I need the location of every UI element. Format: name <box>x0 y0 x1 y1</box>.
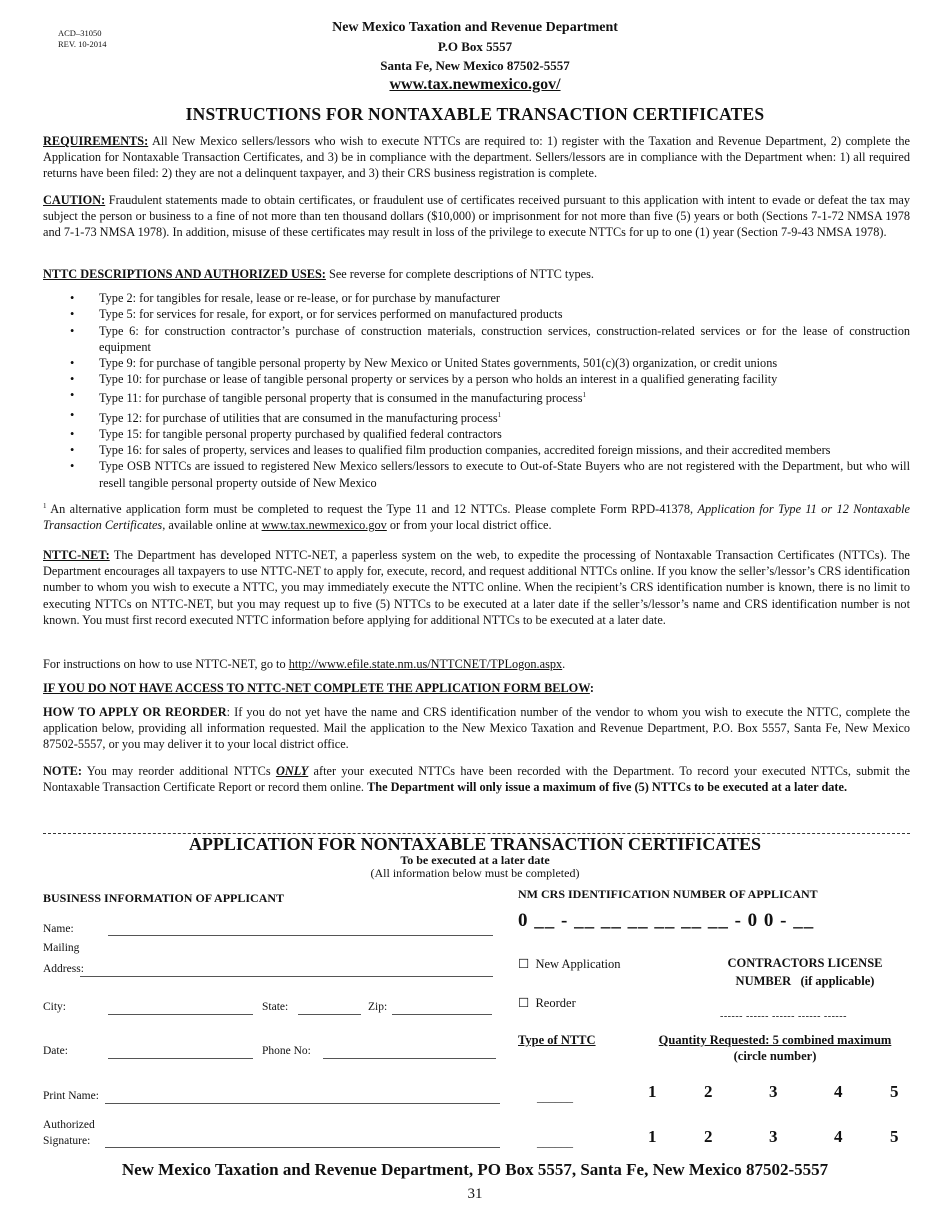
city-label: City: <box>43 1001 67 1013</box>
license-number-field[interactable]: ------ ------ ------ ------ ------ <box>720 1011 847 1022</box>
descriptions-heading <box>43 266 910 282</box>
zip-label: Zip: <box>368 1001 388 1013</box>
nttc-net-instructions: For instructions on how to use NTTC-NET, go to http://www.efile.state.nm.us/NTTCNET/TPLogon.aspx. <box>43 657 566 671</box>
date-field[interactable] <box>108 1058 253 1059</box>
authorized-label: Authorized <box>43 1119 95 1131</box>
new-application-label: New Application <box>535 957 621 971</box>
nttc-type-list <box>43 290 910 491</box>
print-name-field[interactable] <box>105 1103 500 1104</box>
quantity-option[interactable]: 4 <box>834 1082 843 1101</box>
footnote-form-title: Application for Type 11 or 12 Nontaxable Transaction Certificates <box>43 501 910 533</box>
quantity-option[interactable]: 2 <box>704 1082 713 1101</box>
address-label: Address: <box>43 963 84 975</box>
reorder-checkbox[interactable] <box>518 995 576 1011</box>
requirements-paragraph <box>43 133 910 182</box>
requirements-text: All New Mexico sellers/lessors who wish to execute NTTCs are required to: 1) register with the Taxation and Revenue Department, 2) complete the Application for Nontaxable Transaction Certificates, and 3) be in compliance with the department. Sellers/lessors are in compliance with the Department when: 1) all required returns have been filed: 2) they are not a delinquent taxpayer, and 3) their CRS business registration is complete. <box>43 134 910 181</box>
note-label: NOTE: <box>43 764 82 778</box>
caution-label: CAUTION: <box>43 193 106 207</box>
city-field[interactable] <box>108 1014 253 1015</box>
checkbox-icon: ☐ <box>518 957 530 971</box>
city-address: Santa Fe, New Mexico 87502-5557 <box>380 58 570 73</box>
footnote-mark: 1 <box>582 391 587 400</box>
name-label: Name: <box>43 923 74 935</box>
crs-title: NM CRS IDENTIFICATION NUMBER OF APPLICANT <box>518 887 818 901</box>
zip-field[interactable] <box>392 1014 492 1015</box>
quantity-option[interactable]: 1 <box>648 1082 657 1101</box>
footnote-mark: 1 <box>497 410 502 419</box>
caution-paragraph <box>43 192 910 241</box>
type-field-1[interactable]: ______ <box>537 1090 573 1104</box>
footnote: $^1$ An alternative application form must be completed to request the Type 11 and 12 NTTCs. Please complete Form RPD-41378, Application for Type 11 or 12 Nontaxable Transaction Certificates, available online at www.tax.newmexico.gov or from your local district office. <box>43 501 910 533</box>
phone-label: Phone No: <box>262 1045 311 1057</box>
note-paragraph: NOTE: You may reorder additional NTTCs ONLY after your executed NTTCs have been recorded with the Department. To record your executed NTTCs, submit the Nontaxable Transaction Certificate Report or record them online. The Department will only issue a maximum of five (5) NTTCs to be executed at a later date. <box>43 764 911 795</box>
form-revision: REV. 10-2014 <box>58 39 107 49</box>
quantity-option[interactable]: 5 <box>890 1127 899 1146</box>
descriptions-label: NTTC DESCRIPTIONS AND AUTHORIZED USES: <box>43 267 326 281</box>
new-application-checkbox[interactable] <box>518 956 621 972</box>
quantity-option[interactable]: 5 <box>890 1082 899 1101</box>
footnote-link[interactable]: www.tax.newmexico.gov <box>261 518 387 533</box>
application-subnote: (All information below must be completed) <box>370 866 580 880</box>
crs-number-field[interactable]: 0 __ - __ __ __ __ __ __ - 0 0 - __ <box>518 910 815 931</box>
signature-field[interactable] <box>105 1147 500 1148</box>
nttc-net-text: The Department has developed NTTC-NET, a paperless system on the web, to expedite the processing of Nontaxable Transaction Certificates (NTTCs). The Department encourages all taxpayers to use NTTC-NET to apply for, execute, record, and request additional NTTCs online. If you know the seller’s/lessor’s CRS identification number to whom you wish to execute a NTTC, you may immediately execute the NTTC online. When the recipient’s CRS identification number is known, there is no limit to executing NTTCs on NTTC-NET, but you may request up to five (5) NTTCs to be executed at a later date if the seller’s/lessor’s name and CRS identification number is not known. You must first record executed NTTC information before applying for additional NTTCs to be executed at a later date. <box>43 548 910 627</box>
page-number: 31 <box>467 1186 483 1202</box>
website-link[interactable]: www.tax.newmexico.gov/ <box>389 76 561 93</box>
list-item: • Type 6: for construction contractor’s purchase of construction materials, construction services, construction-related services or for the lease of construction equipment <box>43 323 910 355</box>
list-item: • Type 16: for sales of property, services and leases to qualified film production companies, accredited foreign missions, and their accredited members <box>43 442 910 458</box>
form-code: ACD–31050 <box>58 28 102 38</box>
checkbox-icon: ☐ <box>518 996 530 1010</box>
descriptions-text: See reverse for complete descriptions of NTTC types. <box>325 267 594 281</box>
only-emphasis: ONLY <box>275 764 309 778</box>
how-to-apply-label: HOW TO APPLY OR REORDER <box>43 705 227 719</box>
print-name-label: Print Name: <box>43 1090 99 1102</box>
po-box: P.O Box 5557 <box>437 39 513 54</box>
business-info-title: BUSINESS INFORMATION OF APPLICANT <box>43 891 285 905</box>
descriptions-section <box>43 266 910 533</box>
quantity-option[interactable]: 4 <box>834 1127 843 1146</box>
mailing-label: Mailing <box>43 942 80 954</box>
nttc-net-link[interactable]: http://www.efile.state.nm.us/NTTCNET/TPLogon.aspx <box>288 657 563 671</box>
phone-field[interactable] <box>323 1058 496 1059</box>
address-field[interactable] <box>80 976 493 977</box>
list-item: • Type 11: for purchase of tangible personal property that is consumed in the manufacturing process$^1$ <box>43 387 910 406</box>
quantity-option[interactable]: 2 <box>704 1127 713 1146</box>
list-item: • Type 10: for purchase or lease of tangible personal property or services by a person who holds an interest in a qualified generating facility <box>43 371 910 387</box>
how-to-apply-paragraph: HOW TO APPLY OR REORDER: If you do not yet have the name and CRS identification number of the vendor to whom you wish to execute the NTTC, complete the application below, providing all information requested. Mail the application to the New Mexico Taxation and Revenue Department, P.O. Box 5557, Santa Fe, New Mexico 87502-5557, or you may deliver it to your local district office. <box>43 705 910 752</box>
state-field[interactable] <box>298 1014 361 1015</box>
state-label: State: <box>262 1001 289 1013</box>
quantity-header: Quantity Requested: 5 combined maximum (circle number) <box>658 1033 892 1063</box>
quantity-option[interactable]: 3 <box>769 1082 778 1101</box>
note-bold: The Department will only issue a maximum of five (5) NTTCs to be executed at a later date. <box>367 780 848 795</box>
name-field[interactable] <box>108 935 493 936</box>
quantity-option[interactable]: 3 <box>769 1127 778 1146</box>
contractors-license-title: CONTRACTORS LICENSE NUMBER (if applicable) <box>727 956 883 988</box>
date-label: Date: <box>43 1045 68 1057</box>
footnote-mark: 1 <box>43 501 47 510</box>
department-name: New Mexico Taxation and Revenue Department <box>332 20 618 35</box>
reorder-label: Reorder <box>535 996 576 1010</box>
list-item: • Type 5: for services for resale, for export, or for services performed on manufactured products <box>43 306 910 322</box>
list-item: • Type 15: for tangible personal property purchased by qualified federal contractors <box>43 426 910 442</box>
requirements-label: REQUIREMENTS: <box>43 134 149 148</box>
signature-label: Signature: <box>43 1135 91 1147</box>
application-title: APPLICATION FOR NONTAXABLE TRANSACTION CERTIFICATES <box>188 834 762 854</box>
list-item: • Type 12: for purchase of utilities that are consumed in the manufacturing process$^1$ <box>43 407 910 426</box>
application-subtitle: To be executed at a later date <box>400 853 550 867</box>
page-title: INSTRUCTIONS FOR NONTAXABLE TRANSACTION CERTIFICATES <box>185 104 765 124</box>
no-access-heading: IF YOU DO NOT HAVE ACCESS TO NTTC-NET COMPLETE THE APPLICATION FORM BELOW: <box>43 681 594 695</box>
quantity-option[interactable]: 1 <box>648 1127 657 1146</box>
nttc-net-paragraph <box>43 547 910 628</box>
footer-address: New Mexico Taxation and Revenue Department, PO Box 5557, Santa Fe, New Mexico 87502-5557 <box>121 1160 829 1179</box>
type-field-2[interactable]: ______ <box>537 1135 573 1149</box>
list-item: • Type OSB NTTCs are issued to registered New Mexico sellers/lessors to execute to Out-of-State Buyers who are not registered with the Department, but who will resell tangible personal property outside of New Mexico <box>43 458 910 490</box>
nttc-net-label: NTTC-NET: <box>43 548 110 562</box>
list-item: • Type 2: for tangibles for resale, lease or re-lease, or for purchase by manufacturer <box>43 290 910 306</box>
list-item: • Type 9: for purchase of tangible personal property by New Mexico or United States governments, 501(c)(3) organization, or credit unions <box>43 355 910 371</box>
type-of-nttc-header: Type of NTTC <box>518 1033 596 1047</box>
caution-text: Fraudulent statements made to obtain certificates, or fraudulent use of certificates received pursuant to this application with intent to evade or defeat the tax may subject the person or business to a fine of not more than ten thousand dollars ($10,000) or imprisonment for not more than five (5) years or both (Sections 7-1-72 NMSA 1978 and 7-1-73 NMSA 1978). In addition, misuse of these certificates may result in loss of the privilege to execute NTTCs for up to one (1) year (Section 7-9-43 NMSA 1978). <box>43 193 910 240</box>
